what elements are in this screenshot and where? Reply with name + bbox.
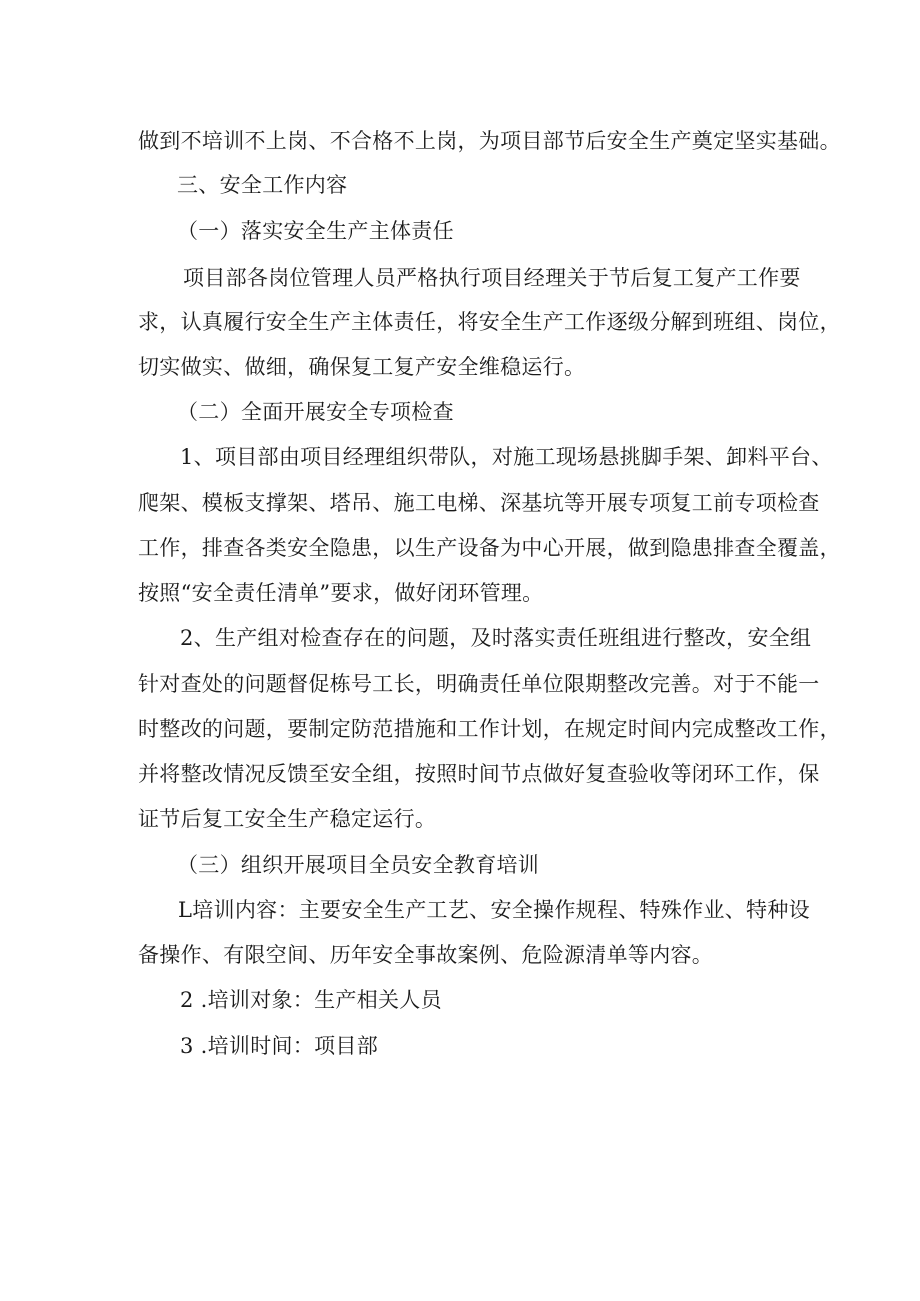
- paragraph-line: 做到不培训不上岗、不合格不上岗，为项目部节后安全生产奠定坚实基础。: [138, 129, 841, 153]
- paragraph-line: 备操作、有限空间、历年安全事故案例、危险源清单等内容。: [138, 943, 714, 967]
- paragraph-line: 求，认真履行安全生产主体责任，将安全生产工作逐级分解到班组、岗位，: [138, 310, 841, 334]
- paragraph-line: 1、项目部由项目经理组织带队，对施工现场悬挑脚手架、卸料平台、: [180, 445, 833, 469]
- paragraph-line: 按照“安全责任清单”要求，做好闭环管理。: [138, 581, 544, 605]
- paragraph-line: 时整改的问题，要制定防范措施和工作计划，在规定时间内完成整改工作，: [138, 717, 841, 741]
- paragraph-line: 爬架、模板支撑架、塔吊、施工电梯、深基坑等开展专项复工前专项检查: [138, 491, 820, 515]
- paragraph-line: 并将整改情况反馈至安全组，按照时间节点做好复查验收等闭环工作，保: [138, 762, 820, 786]
- subsection-heading: （三）组织开展项目全员安全教育培训: [177, 853, 540, 877]
- section-heading: 三、安全工作内容: [177, 173, 348, 197]
- paragraph-line: 2、生产组对检查存在的问题，及时落实责任班组进行整改，安全组: [180, 626, 812, 650]
- list-item: 3 .培训时间：项目部: [180, 1034, 379, 1058]
- subsection-heading: （二）全面开展安全专项检查: [177, 400, 454, 424]
- paragraph-line: 证节后复工安全生产稳定运行。: [138, 807, 437, 831]
- paragraph-line: 工作，排查各类安全隐患，以生产设备为中心开展，做到隐患排查全覆盖，: [138, 536, 841, 560]
- paragraph-line: 切实做实、做细，确保复工复产安全维稳运行。: [138, 355, 586, 379]
- paragraph-line: 项目部各岗位管理人员严格执行项目经理关于节后复工复产工作要: [183, 266, 801, 290]
- subsection-heading: （一）落实安全生产主体责任: [177, 219, 454, 243]
- paragraph-line: 针对查处的问题督促栋号工长，明确责任单位限期整改完善。对于不能一: [138, 672, 820, 696]
- paragraph-line: L培训内容：主要安全生产工艺、安全操作规程、特殊作业、特种设: [178, 898, 810, 922]
- list-item: 2 .培训对象：生产相关人员: [180, 988, 442, 1012]
